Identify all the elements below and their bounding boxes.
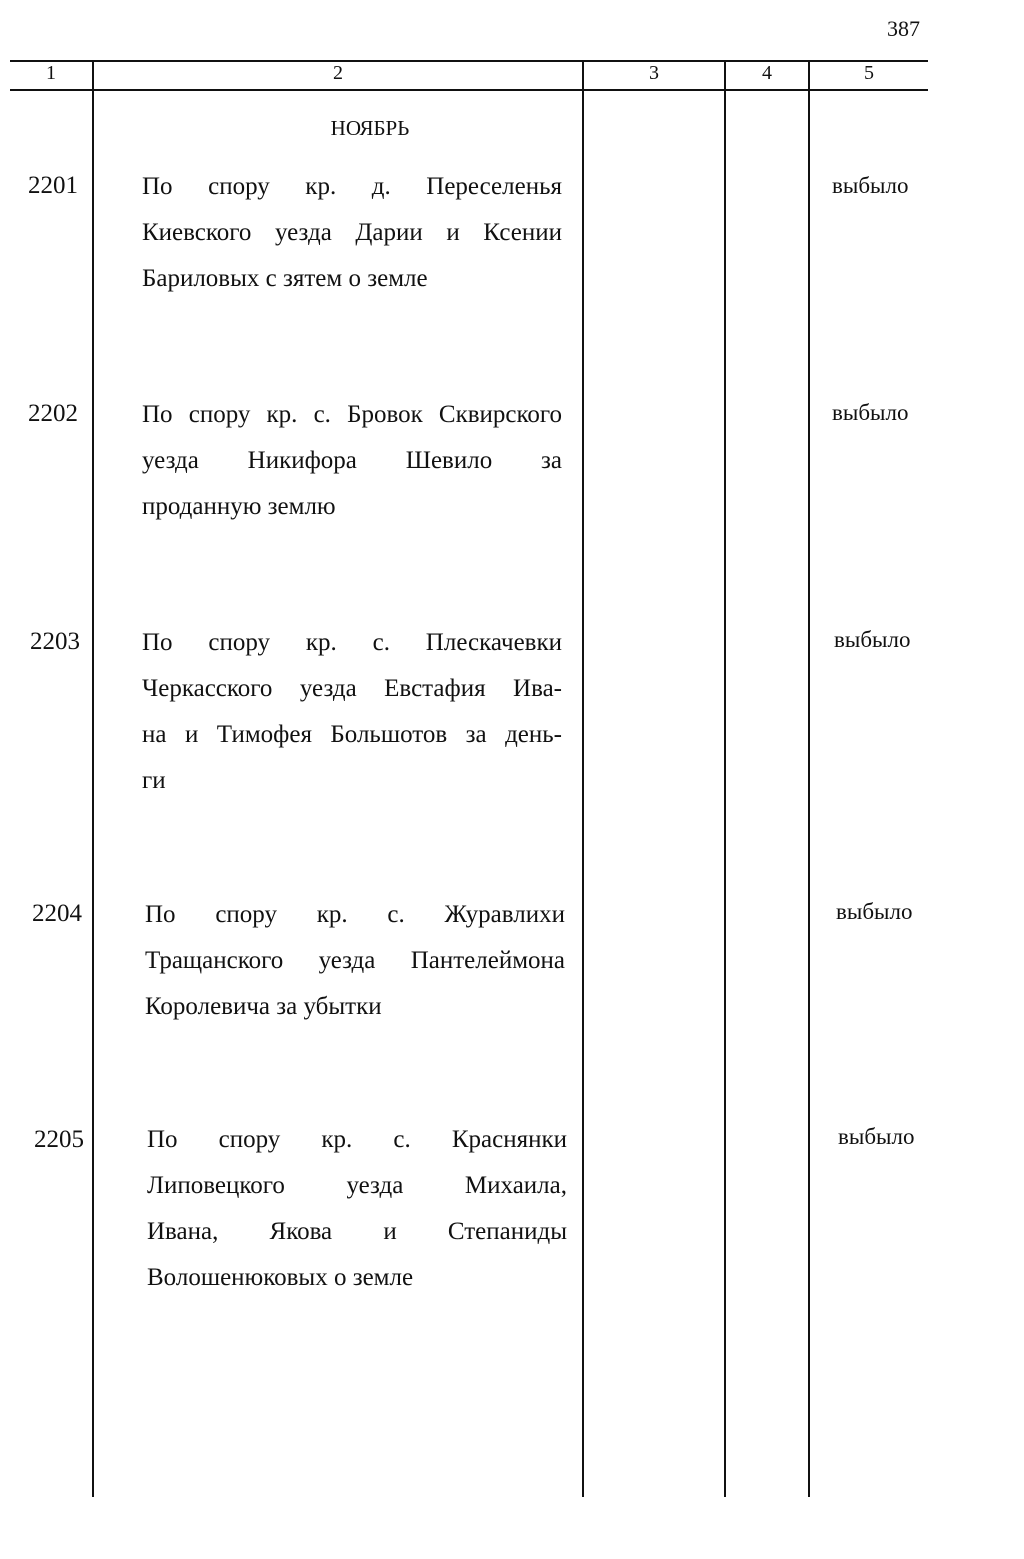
entry-status: выбыло xyxy=(836,899,913,924)
entry-description xyxy=(145,892,565,1030)
column-header-4: 4 xyxy=(762,62,772,84)
month-heading: НОЯБРЬ xyxy=(330,116,410,140)
entry-line: Липовецкого уезда Михаила, xyxy=(147,1172,567,1199)
header-bottom-rule xyxy=(10,89,928,91)
entry-line: По спору кр. с. Бровок Сквирского xyxy=(142,401,562,428)
entry-line: По спору кр. с. Плескачевки xyxy=(142,629,562,656)
entry-line: Черкасского уезда Евстафия Ива- xyxy=(142,675,562,702)
entry-status: выбыло xyxy=(838,1124,915,1149)
entry-number: 2201 xyxy=(28,172,78,199)
entry-line: ги xyxy=(142,767,166,794)
entry-description xyxy=(147,1117,567,1301)
entry-line: По спору кр. д. Переселенья xyxy=(142,173,562,200)
entry-status: выбыло xyxy=(834,627,911,652)
column-header-5: 5 xyxy=(864,62,874,84)
entry-description xyxy=(142,620,562,804)
entry-line: Тращанского уезда Пантелеймона xyxy=(145,947,565,974)
column-divider-2 xyxy=(582,60,584,1497)
column-divider-4 xyxy=(808,60,810,1497)
entry-status: выбыло xyxy=(832,173,909,198)
entry-description xyxy=(142,164,562,302)
entry-line: Волошенюковых о земле xyxy=(147,1264,414,1291)
entry-line: уезда Никифора Шевило за xyxy=(142,447,562,474)
column-header-3: 3 xyxy=(649,62,659,84)
entry-line: По спору кр. с. Журавлихи xyxy=(145,901,565,928)
entry-line: Бариловых с зятем о земле xyxy=(142,265,428,292)
entry-number: 2204 xyxy=(32,900,82,927)
column-header-2: 2 xyxy=(333,62,343,84)
entry-status: выбыло xyxy=(832,400,909,425)
column-divider-1 xyxy=(92,60,94,1497)
entry-description xyxy=(142,392,562,530)
entry-number: 2202 xyxy=(28,400,78,427)
entry-line: Киевского уезда Дарии и Ксении xyxy=(142,219,562,246)
entry-number: 2205 xyxy=(34,1126,84,1153)
entry-number: 2203 xyxy=(30,628,80,655)
column-header-1: 1 xyxy=(46,62,56,84)
entry-line: проданную землю xyxy=(142,493,336,520)
entry-line: на и Тимофея Большотов за день- xyxy=(142,721,562,748)
entry-line: По спору кр. с. Краснянки xyxy=(147,1126,567,1153)
column-divider-3 xyxy=(724,60,726,1497)
entry-line: Королевича за убытки xyxy=(145,993,382,1020)
page-number: 387 xyxy=(887,16,920,41)
entry-line: Ивана, Якова и Степаниды xyxy=(147,1218,567,1245)
